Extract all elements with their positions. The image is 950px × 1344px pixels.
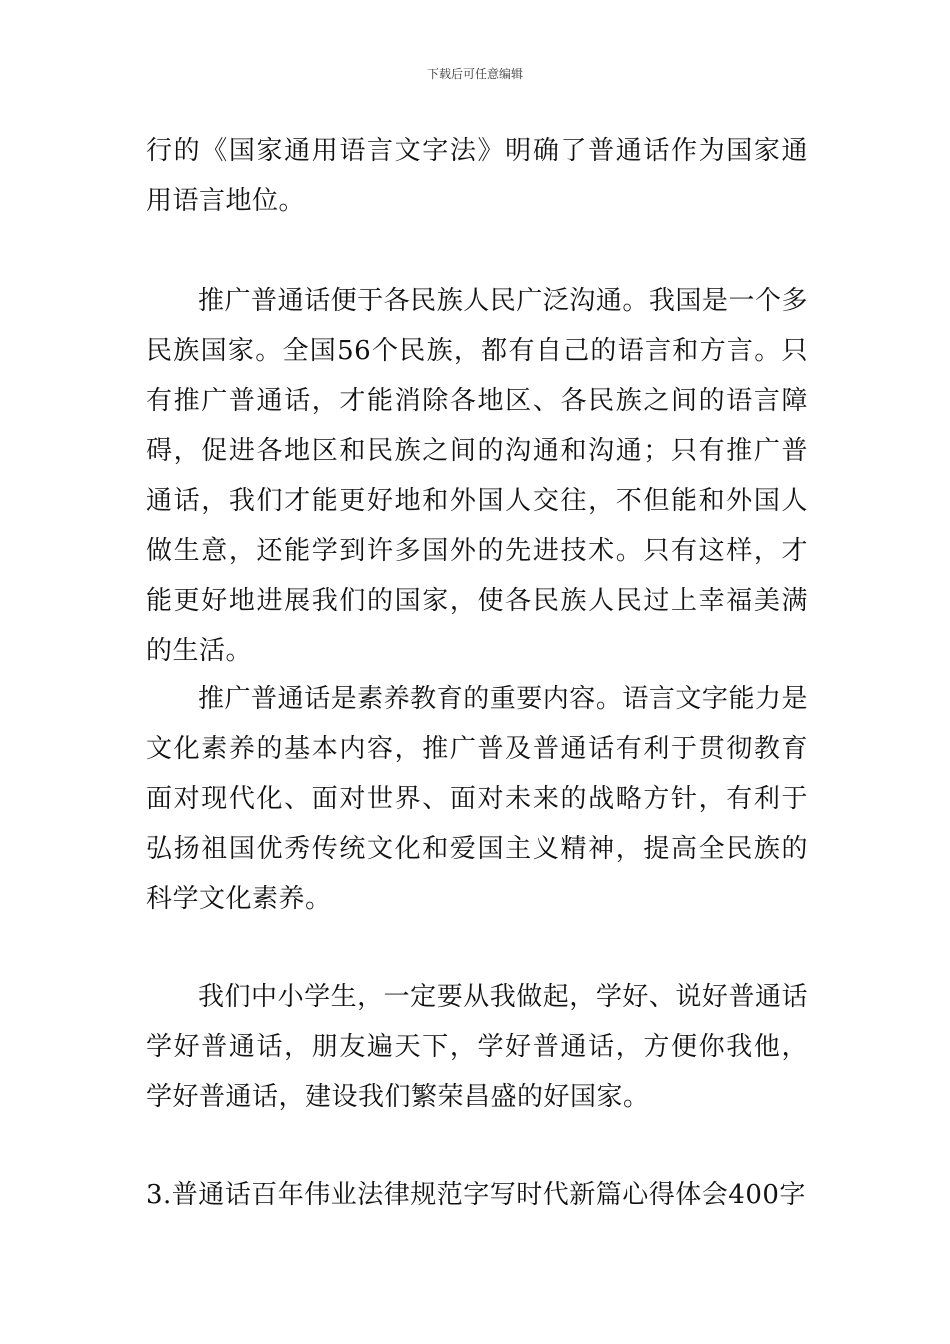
paragraph-text: 行的《国家通用语言文字法》明确了普通话作为国家通用语言地位。 (146, 136, 808, 216)
section-heading (146, 1170, 808, 1220)
page-header: 下载后可任意编辑 (426, 67, 523, 81)
heading-text: 3.普通话百年伟业法律规范字写时代新篇心得体会400字 (146, 1180, 806, 1210)
paragraph-students (146, 972, 808, 1122)
paragraph-text: 我们中小学生，一定要从我做起，学好、说好普通话学好普通话，朋友遍天下，学好普通话，方便你我他，学好普通话，建设我们繁荣昌盛的好国家。 (146, 982, 808, 1112)
paragraph-text: 推广普通话是素养教育的重要内容。语言文字能力是文化素养的基本内容，推广普及普通话有利于贯彻教育面对现代化、面对世界、面对未来的战略方针，有利于弘扬祖国优秀传统文化和爱国主义精神，提高全民族的科学文化素养。 (146, 684, 808, 914)
paragraph-communication (146, 276, 808, 676)
paragraph-text: 推广普通话便于各民族人民广泛沟通。我国是一个多民族国家。全国56个民族，都有自己的语言和方言。只有推广普通话，才能消除各地区、各民族之间的语言障碍，促进各地区和民族之间的沟通和沟通；只有推广普通话，我们才能更好地和外国人交往，不但能和外国人做生意，还能学到许多国外的先进技术。只有这样，才能更好地进展我们的国家，使各民族人民过上幸福美满的生活。 (146, 286, 808, 666)
paragraph-education (146, 674, 808, 924)
paragraph-continuation (146, 126, 808, 226)
